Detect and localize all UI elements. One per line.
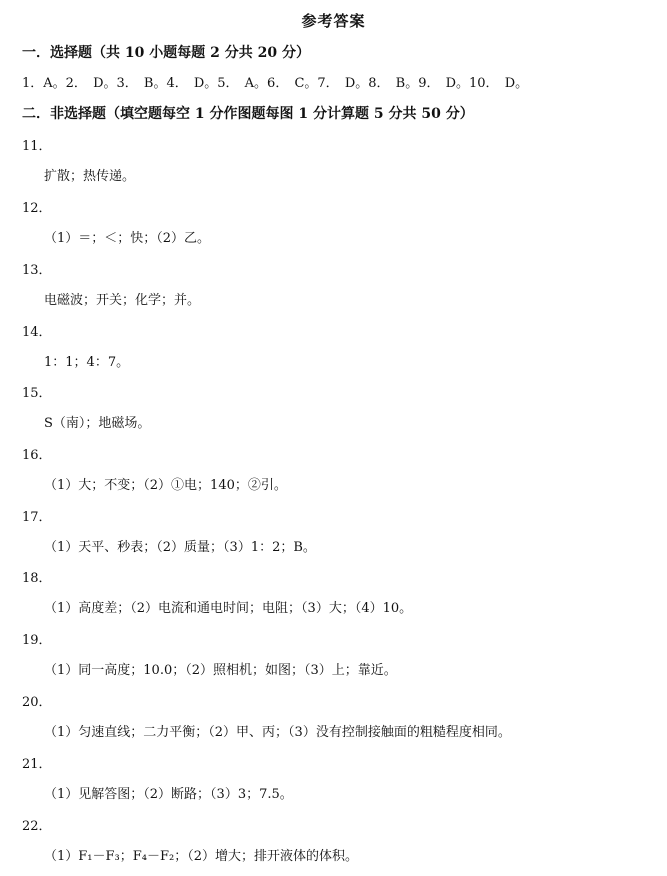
answer-13: 电磁波；开关；化学；并。	[44, 293, 201, 308]
question-number-15: 15．	[22, 386, 52, 401]
question-number-22: 22．	[22, 819, 52, 834]
answer-16: （1）大；不变；（2）①电；140；②引。	[44, 478, 287, 493]
question-number-21: 21．	[22, 757, 52, 772]
answer-17: （1）天平、秒表；（2）质量；（3）1：2；B。	[44, 540, 316, 555]
question-number-12: 12．	[22, 201, 52, 216]
answer-15: S（南）；地磁场。	[44, 416, 151, 431]
question-number-19: 19．	[22, 633, 52, 648]
answer-14: 1：1；4：7。	[44, 355, 130, 370]
question-number-18: 18．	[22, 571, 52, 586]
answer-20: （1）匀速直线；二力平衡；（2）甲、丙；（3）没有控制接触面的粗糙程度相同。	[44, 725, 511, 740]
question-number-14: 14．	[22, 325, 52, 340]
question-number-16: 16．	[22, 448, 52, 463]
section1-heading: 一．选择题（共 10 小题每题 2 分共 20 分）	[22, 45, 310, 61]
answer-18: （1）高度差；（2）电流和通电时间；电阻；（3）大；（4）10。	[44, 601, 413, 616]
answer-19: （1）同一高度；10.0；（2）照相机；如图；（3）上；靠近。	[44, 663, 397, 678]
question-number-20: 20．	[22, 695, 52, 710]
section2-heading: 二．非选择题（填空题每空 1 分作图题每图 1 分计算题 5 分共 50 分）	[22, 106, 474, 122]
question-number-11: 11．	[22, 139, 52, 154]
page-title: 参考答案	[301, 12, 366, 30]
answer-11: 扩散；热传递。	[44, 169, 136, 184]
multiple-choice-answers: 1．A。2． D。3． B。4． D。5． A。6． C。7． D。8． B。9． D。10． D。	[22, 76, 529, 91]
question-number-13: 13．	[22, 263, 52, 278]
answer-21: （1）见解答图；（2）断路；（3）3；7.5。	[44, 787, 293, 802]
answer-12: （1）＝；＜；快；（2）乙。	[44, 231, 211, 246]
question-number-17: 17．	[22, 510, 52, 525]
answer-22: （1）F₁－F₃；F₄－F₂；（2）增大；排开液体的体积。	[44, 849, 358, 864]
